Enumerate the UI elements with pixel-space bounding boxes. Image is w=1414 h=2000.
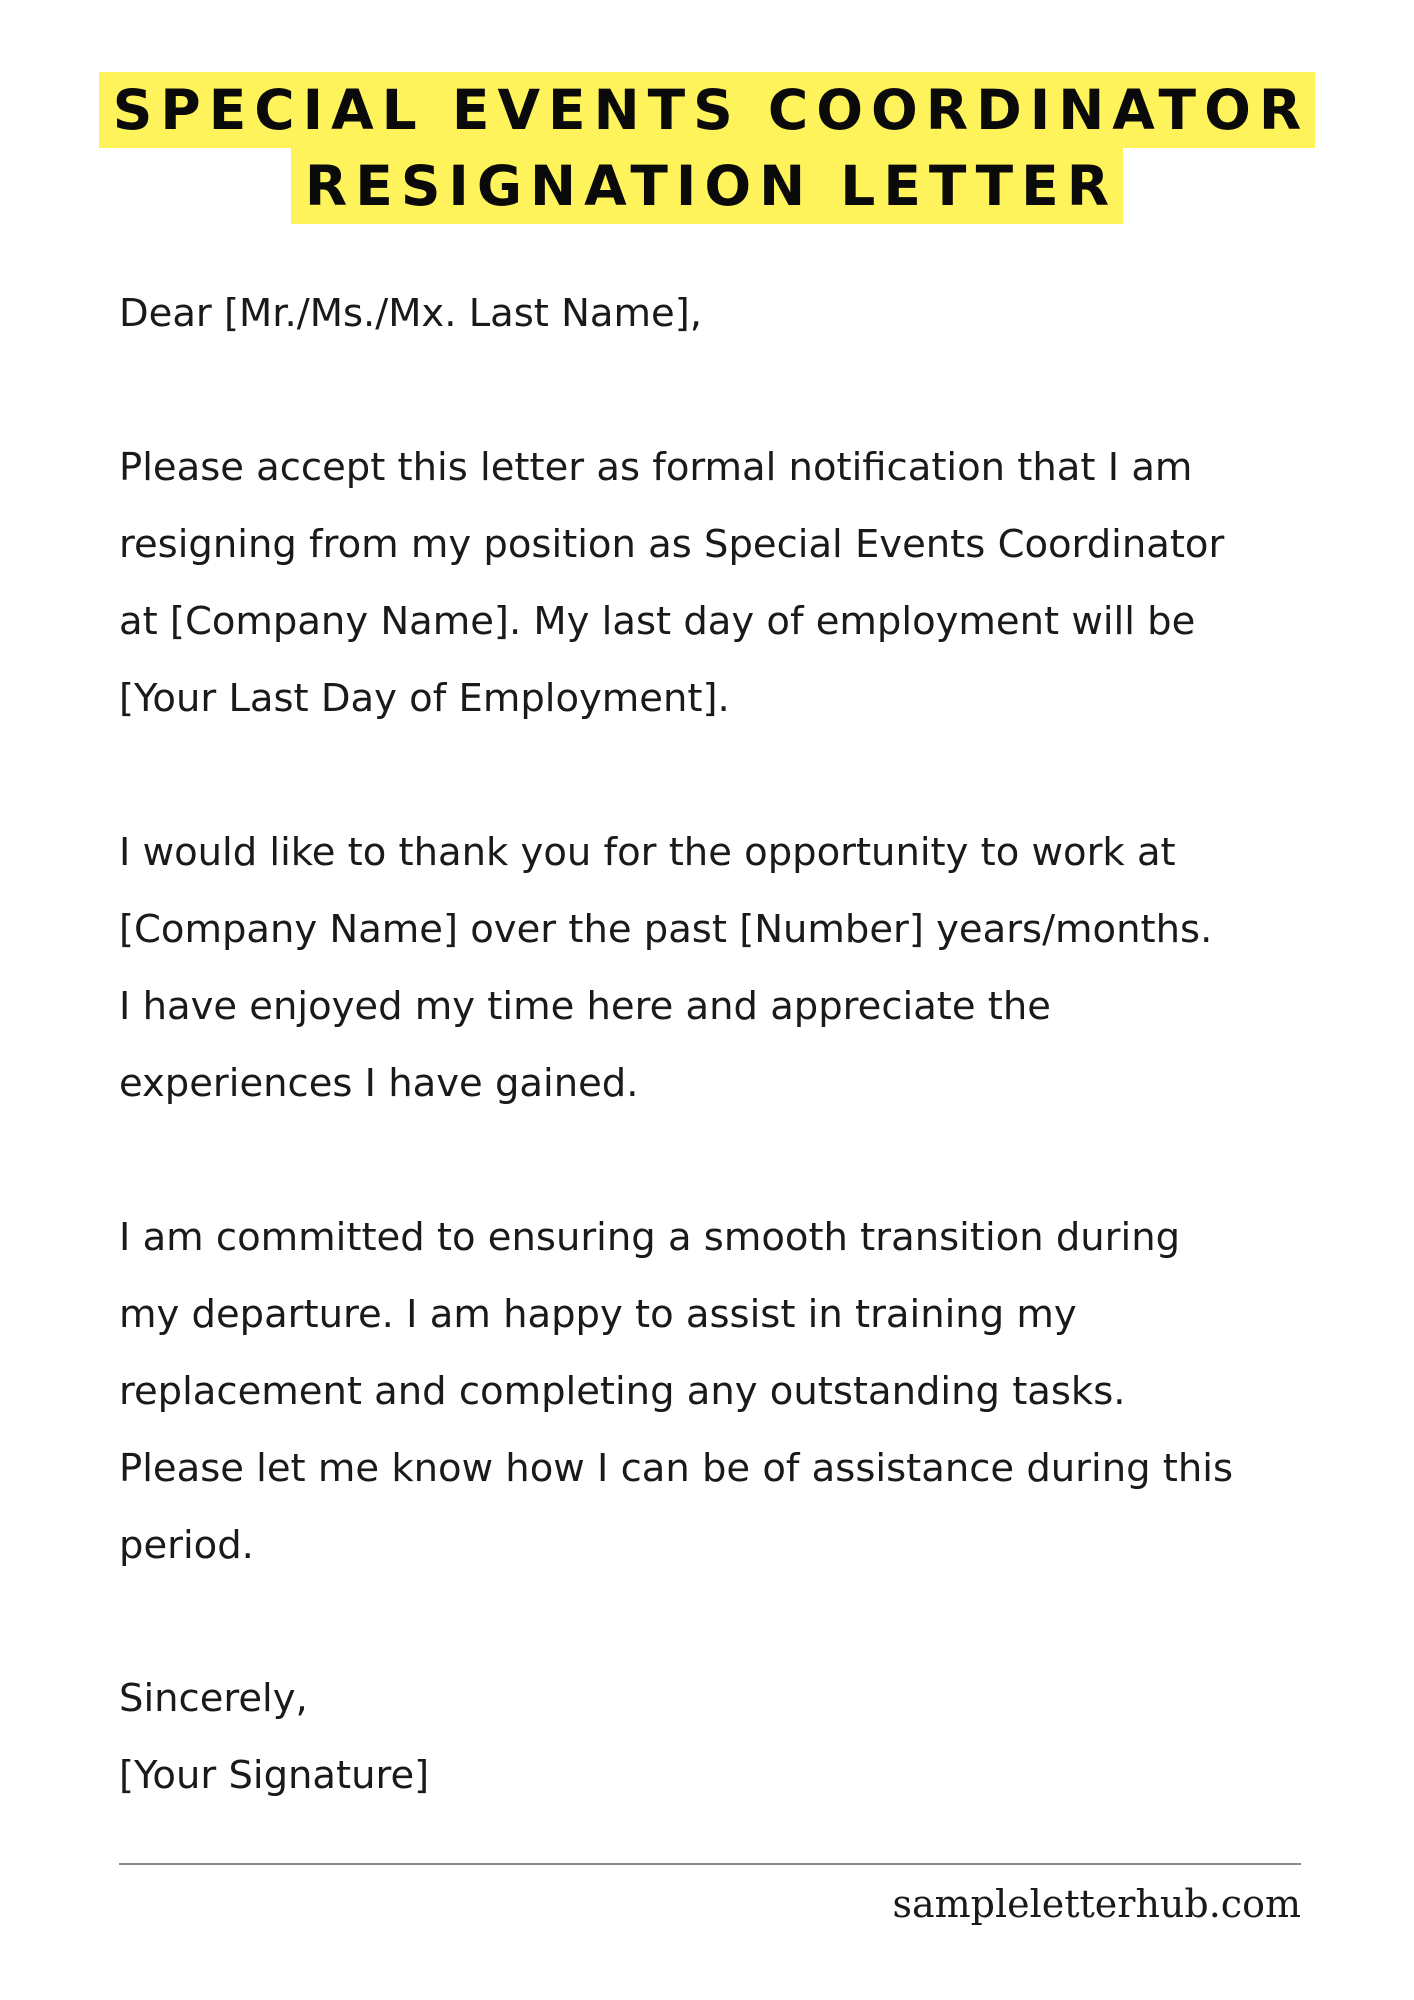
signature-placeholder: [Your Signature] <box>119 1753 430 1798</box>
footer-divider <box>119 1863 1301 1865</box>
title-line-1: SPECIAL EVENTS COORDINATOR <box>99 72 1315 148</box>
page-title <box>0 72 1414 224</box>
salutation: Dear [Mr./Ms./Mx. Last Name], <box>119 291 702 336</box>
paragraph-transition <box>119 1199 1349 1584</box>
paragraph-line: Please accept this letter as formal notification that I am <box>119 445 1193 490</box>
paragraph-line: [Your Last Day of Employment]. <box>119 676 730 721</box>
paragraph-thanks <box>119 814 1349 1122</box>
paragraph-line: my departure. I am happy to assist in training my <box>119 1292 1077 1337</box>
paragraph-line: I have enjoyed my time here and appreciate the <box>119 984 1051 1029</box>
paragraph-line: experiences I have gained. <box>119 1061 639 1106</box>
paragraph-line: resigning from my position as Special Events Coordinator <box>119 522 1225 567</box>
title-line-2: RESIGNATION LETTER <box>291 148 1123 224</box>
paragraph-line: period. <box>119 1523 254 1568</box>
footer-website: sampleletterhub.com <box>892 1882 1301 1926</box>
paragraph-line: [Company Name] over the past [Number] years/months. <box>119 907 1213 952</box>
paragraph-line: I am committed to ensuring a smooth transition during <box>119 1215 1181 1260</box>
paragraph-notification <box>119 429 1349 737</box>
closing: Sincerely, <box>119 1676 308 1721</box>
paragraph-line: I would like to thank you for the opportunity to work at <box>119 830 1176 875</box>
paragraph-line: at [Company Name]. My last day of employment will be <box>119 599 1196 644</box>
paragraph-line: replacement and completing any outstanding tasks. <box>119 1369 1126 1414</box>
paragraph-line: Please let me know how I can be of assistance during this <box>119 1446 1234 1491</box>
